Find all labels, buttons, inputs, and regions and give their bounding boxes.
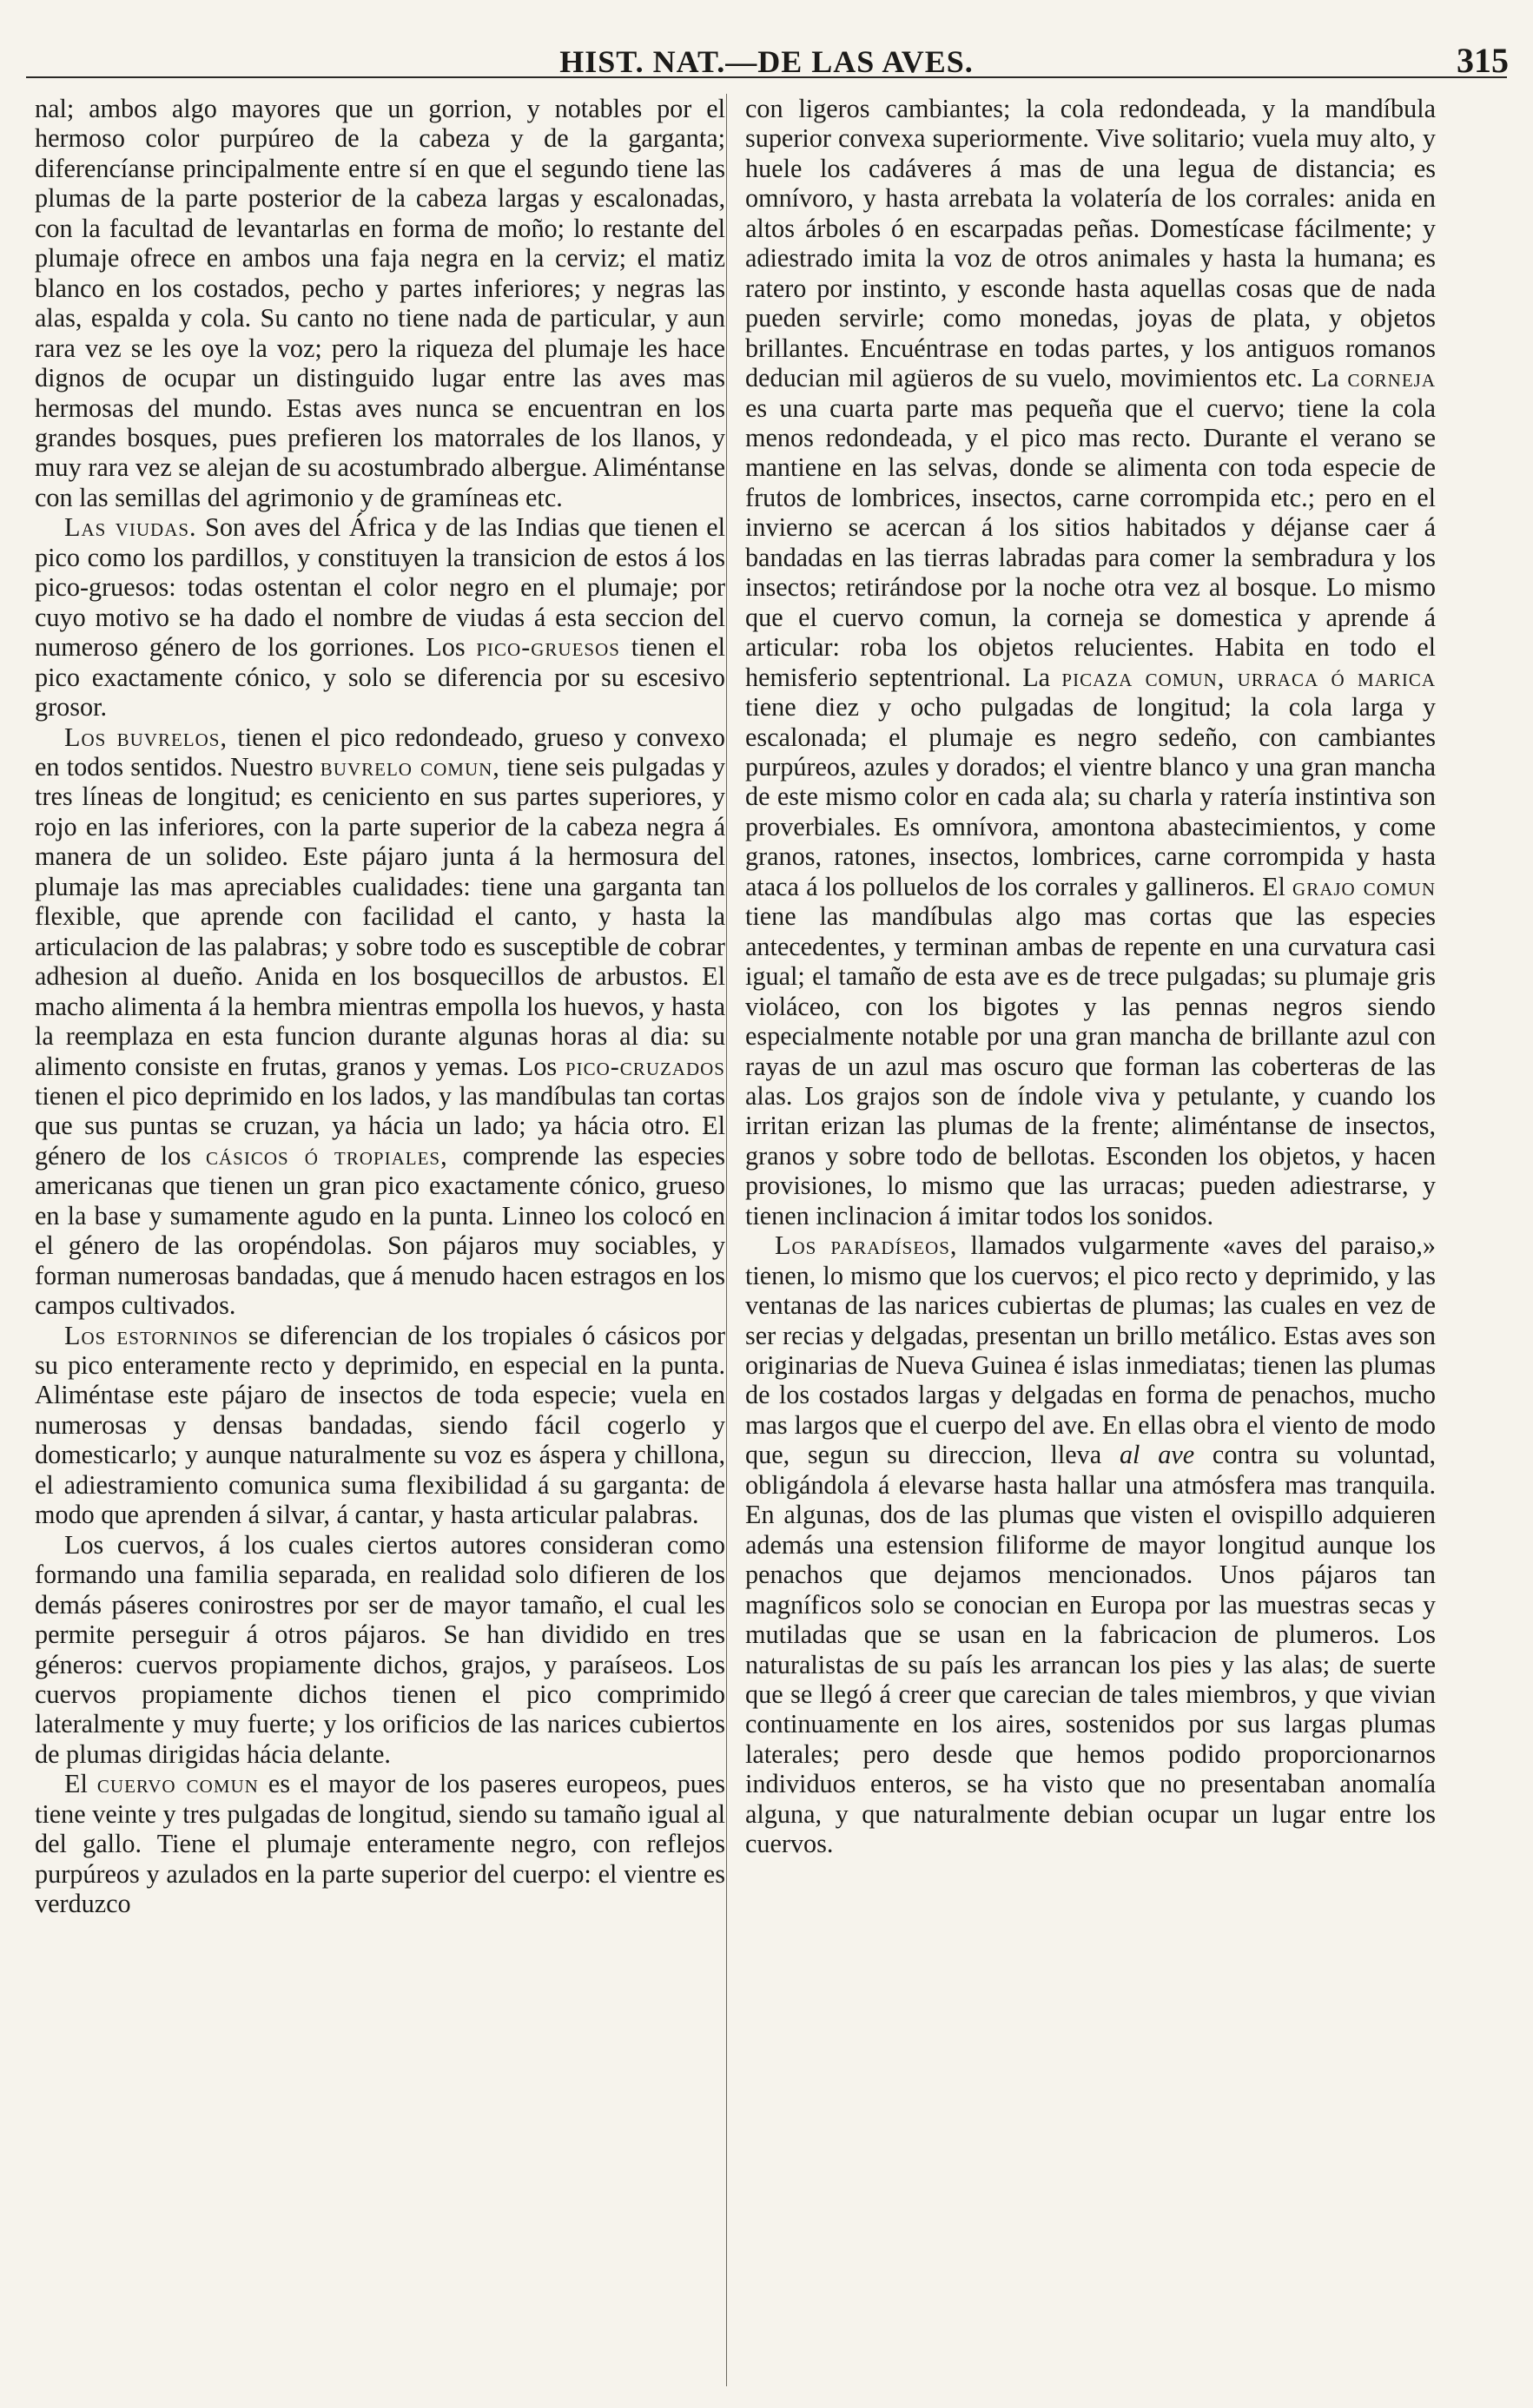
paragraph-text: tiene diez y ocho pulgadas de longitud; la cola larga y escalonada; el plumaje es negro sedeño, con cambiantes purpúreos, azules y dorados; el vientre blanco y una gran mancha de este mismo color en cada ala; su charla y ratería instintiva son proverbiales. Es omnívora, amontona abastecimientos, y come granos, ratones, insectos, lombrices, carne corrompida y hasta ataca á los polluelos de los corrales y gallineros. El: [745, 692, 1436, 901]
paragraph-text: comprende las especies americanas que tienen un gran pico exactamente cónico, grueso en la base y sumamente agudo en la punta. Linneo los colocó en el género de las oropéndolas. Son pájaros muy sociables, y forman numerosas bandadas, que á menudo hacen estragos en los campos cultivados.: [35, 1140, 725, 1321]
paragraph-text: con ligeros cambiantes; la cola redondeada, y la mandíbula superior convexa superiormente. Vive solitario; vuela muy alto, y huele los cadáveres á mas de una legua de distancia; es omnívoro, y hasta arrebata la volatería de los corrales: anida en altos árboles ó en escarpadas peñas. Domestícase fácilmente; y adiestrado imita la voz de otros animales y hasta la humana; es ratero por instinto, y esconde hasta aquellas cosas que de nada pueden servirle; como monedas, joyas de plata, y objetos brillantes. Encuéntrase en todas partes, y los antiguos romanos deducian mil agüeros de su vuelo, movimientos etc. La: [745, 94, 1436, 393]
paragraph: [35, 1530, 725, 1770]
right-column: [745, 94, 1436, 1859]
term: Los estorninos: [64, 1320, 239, 1350]
paragraph-text: tienen el pico deprimido en los lados, y las mandíbulas tan cortas que sus puntas se cruzan, ya hácia un lado; ya hácia otro. El género de los: [35, 1080, 725, 1171]
italic-text: al ave: [1119, 1440, 1195, 1470]
paragraph: [35, 512, 725, 722]
paragraph: [745, 1230, 1436, 1859]
paragraph-text: llamados vulgarmente «aves del paraiso,» tienen, lo mismo que los cuervos; el pico recto y deprimido, y las ventanas de las narices cubiertas de plumas; las cuales en vez de ser recias y delgadas, presentan un brillo metálico. Estas aves son originarias de Nueva Guinea é islas inmediatas; tienen las plumas de los costados largas y delgadas en forma de penachos, mucho mas largos que el cuerpo del ave. En ellas obra el viento de modo que, segun su direccion, lleva: [745, 1230, 1436, 1470]
paragraph-text: El: [64, 1769, 97, 1799]
paragraph-text: se diferencian de los tropiales ó cásicos por su pico enteramente recto y deprimido, en especial en la punta. Aliméntase este pájaro de insectos de toda especie; vuela en numerosas y densas bandadas, siendo fácil cogerlo y domesticarlo; y aunque naturalmente su voz es áspera y chillona, el adiestramiento comunica suma flexibilidad á su garganta: de modo que aprenden á silvar, á cantar, y hasta articular palabras.: [35, 1320, 725, 1530]
paragraph: [35, 94, 725, 512]
paragraph-text: tienen el pico redondeado, grueso y convexo en todos sentidos. Nuestro: [35, 722, 726, 782]
term: grajo comun: [1292, 871, 1436, 901]
term: buvrelo comun,: [320, 751, 500, 782]
term: picaza comun, urraca ó marica: [1061, 662, 1436, 692]
paragraph: [745, 94, 1436, 1230]
left-column: [35, 94, 725, 1919]
paragraph: [35, 1321, 725, 1530]
term: cásicos ó tropiales,: [205, 1140, 448, 1171]
term: pico-cruzados: [565, 1051, 725, 1081]
paragraph-text: tienen el pico exactamente cónico, y solo se diferencia por su escesivo grosor.: [35, 632, 726, 722]
paragraph-text: contra su voluntad, obligándola á elevarse hasta hallar una atmósfera mas tranquila. En algunas, dos de las plumas que visten el ovispillo adquieren además una estension filiforme de mayor longitud aunque los penachos que dejamos mencionados. Unos pájaros tan magníficos solo se conocian en Europa por las muestras secas y mutiladas que se usan en la fabricacion de plumeros. Los naturalistas de su país les arrancan los pies y las alas; de suerte que se llegó á creer que carecian de tales miembros, y que vivian continuamente en los aires, sostenidos por sus largas plumas laterales; pero desde que hemos podido proporcionarnos individuos enteros, se ha visto que no presentaban anomalía alguna, y que naturalmente debian ocupar un lugar entre los cuervos.: [745, 1440, 1436, 1859]
page-header: [0, 38, 1533, 90]
term: cuervo comun: [96, 1769, 259, 1799]
paragraph: [35, 1769, 725, 1918]
paragraph-text: Los cuervos, á los cuales ciertos autores consideran como formando una familia separada, en realidad solo difieren de los demás páseres conirostres por ser de mayor tamaño, el cual les permite perseguir á otros pájaros. Se han dividido en tres géneros: cuervos propiamente dichos, grajos, y paraíseos. Los cuervos propiamente dichos tienen el pico comprimido lateralmente y muy fuerte; y los orificios de las narices cubiertos de plumas dirigidas hácia delante.: [35, 1529, 725, 1769]
paragraph-text: tiene seis pulgadas y tres líneas de longitud; es ceniciento en sus partes superiores, y rojo en las inferiores, con la parte superior de la cabeza negra á manera de un solideo. Este pájaro junta á la hermosura del plumaje las mas apreciables cualidades: tiene una garganta tan flexible, que aprende con facilidad el canto, y hasta la articulacion de las palabras; y sobre todo es susceptible de cobrar adhesion al dueño. Anida en los bosquecillos de arbustos. El macho alimenta á la hembra mientras empolla los huevos, y hasta la reemplaza en esta funcion durante algunas horas al dia: su alimento consiste en frutas, granos y yemas. Los: [35, 751, 725, 1081]
header-rule: [26, 76, 1507, 78]
paragraph-text: Son aves del África y de las Indias que tienen el pico como los pardillos, y constituyen la transicion de estos á los pico-gruesos: todas ostentan el color negro en el plumaje; por cuyo motivo se ha dado el nombre de viudas á esta seccion del numeroso género de los gorriones. Los: [35, 512, 726, 663]
term: pico-gruesos: [476, 632, 620, 663]
paragraph-text: tiene las mandíbulas algo mas cortas que las especies antecedentes, y terminan ambas de repente en una curvatura casi igual; el tamaño de esta ave es de trece pulgadas; su plumaje gris violáceo, con los bigotes y las pennas negros siendo especialmente notable por una gran mancha de brillante azul con rayas de un azul mas oscuro que forman las coberteras de las alas. Los grajos son de índole viva y petulante, y cuando los irritan erizan las plumas de la frente; aliméntanse de insectos, granos y sobre todo de bellotas. Esconden los objetos, y hacen provisiones, lo mismo que las urracas; pueden adiestrarse, y tienen inclinacion á imitar todos los sonidos.: [745, 901, 1436, 1230]
running-head: HIST. NAT.—DE LAS AVES.: [559, 44, 974, 79]
paragraph-text: es una cuarta parte mas pequeña que el cuervo; tiene la cola menos redondeada, y el pico mas recto. Durante el verano se mantiene en las selvas, donde se alimenta con toda especie de frutos de lombrices, insectos, carne corrompida etc.; pero en el invierno se acercan á los sitios habitados y déjanse caer á bandadas en las tierras labradas para comer la sembradura y los insectos; retirándose por la noche otra vez al bosque. Lo mismo que el cuervo comun, la corneja se domestica y aprende á articular: roba los objetos relucientes. Habita en todo el hemisferio septentrional. La: [745, 393, 1436, 692]
paragraph-text: nal; ambos algo mayores que un gorrion, y notables por el hermoso color purpúreo de la cabeza y de la garganta; diferencíanse principalmente entre sí en que el segundo tiene las plumas de la parte posterior de la cabeza largas y escalonadas, con la facultad de levantarlas en forma de moño; lo restante del plumaje ofrece en ambos una faja negra en la cerviz; el matiz blanco en los costados, pecho y partes inferiores; y negras las alas, espalda y cola. Su canto no tiene nada de particular, y aun rara vez se les oye la voz; pero la riqueza del plumaje les hace dignos de ocupar un distinguido lugar entre las aves mas hermosas del mundo. Estas aves nunca se encuentran en los grandes bosques, pues prefieren los matorrales de los llanos, y muy rara vez se alejan de su acostumbrado albergue. Aliméntanse con las semillas del agrimonio y de gramíneas etc.: [35, 94, 725, 512]
term: Las viudas.: [64, 512, 197, 543]
page-number: 315: [1457, 41, 1509, 80]
paragraph-text: es el mayor de los paseres europeos, pues tiene veinte y tres pulgadas de longitud, siendo su tamaño igual al del gallo. Tiene el plumaje enteramente negro, con reflejos purpúreos y azulados en la parte superior del cuerpo: el vientre es verduzco: [35, 1769, 725, 1919]
column-divider: [726, 94, 727, 2386]
term: Los buvrelos,: [64, 722, 228, 752]
term: Los paradíseos,: [775, 1230, 958, 1261]
paragraph: [35, 722, 725, 1321]
term: corneja: [1347, 363, 1436, 393]
